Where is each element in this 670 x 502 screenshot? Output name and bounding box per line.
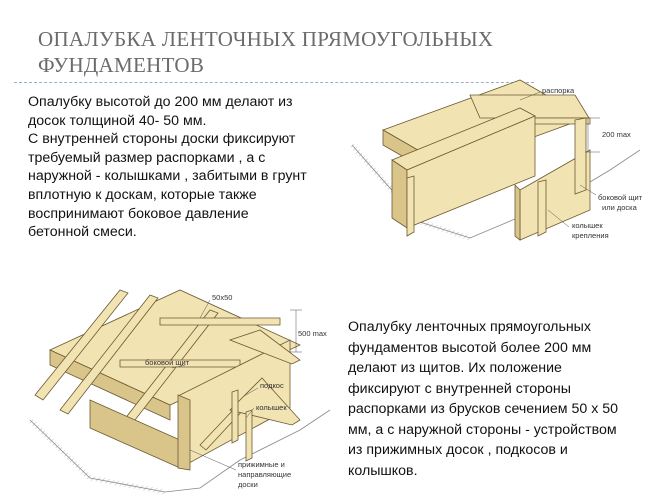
text-line: наружной - колышками , забитыми в грунт [28,168,307,185]
text-line: вплотную к доскам, которые также [28,186,257,203]
stake [246,410,252,461]
label-press-boards: доски [238,480,258,489]
stake [232,390,238,443]
text-line: требуемый размер распорками , а с [28,149,266,166]
label-height: 200 max [602,130,631,139]
stake [575,118,586,194]
text-line: делают из щитов. Их положение [348,360,562,376]
label-side-board: боковой щит [598,193,643,202]
stake [538,180,546,236]
text-line: распорками из брусков сечением 50 х 50 [348,401,619,417]
text-line: Опалубку ленточных прямоугольных [348,319,591,335]
text-line: колышков. [348,462,418,479]
label-press-boards: направляющие [238,470,292,479]
label-stakes: крепления [572,231,609,240]
text-line: воспринимают боковое давление [28,205,249,222]
label-side-board: или доска [602,203,637,212]
stake [407,176,414,236]
text-line: С внутренней стороны доски фиксируют [28,131,296,148]
label-stakes: колышек [572,221,603,230]
label-press-boards: прижимные и [238,460,285,469]
label-stake: колышек [256,403,287,412]
title-line-2: ФУНДАМЕНТОВ [38,53,205,77]
text-line: досок толщиной 40- 50 мм. [28,112,207,129]
label-height: 500 max [298,329,327,338]
spacer [160,318,280,325]
press-board [178,395,190,470]
front-board-end [392,160,407,228]
label-spacer: распорка [542,86,575,95]
figure-board-formwork [352,80,643,240]
text-line: бетонной смеси. [28,224,137,241]
text-line: мм, а с наружной стороны - устройством [348,421,617,438]
label-side-board: боковой щит [145,358,190,367]
text-line: фиксируют с внутренней стороны [348,380,571,397]
label-section: 50х50 [212,293,233,302]
label-brace: подкос [260,381,284,390]
title-line-1: ОПАЛУБКА ЛЕНТОЧНЫХ ПРЯМОУГОЛЬНЫХ [38,27,494,51]
text-line: из прижимных досок , подкосов и [348,442,568,458]
figure-panel-formwork [30,290,330,492]
text-line: фундаментов высотой более 200 мм [348,339,592,356]
text-line: Опалубку высотой до 200 мм делают из [28,94,293,110]
